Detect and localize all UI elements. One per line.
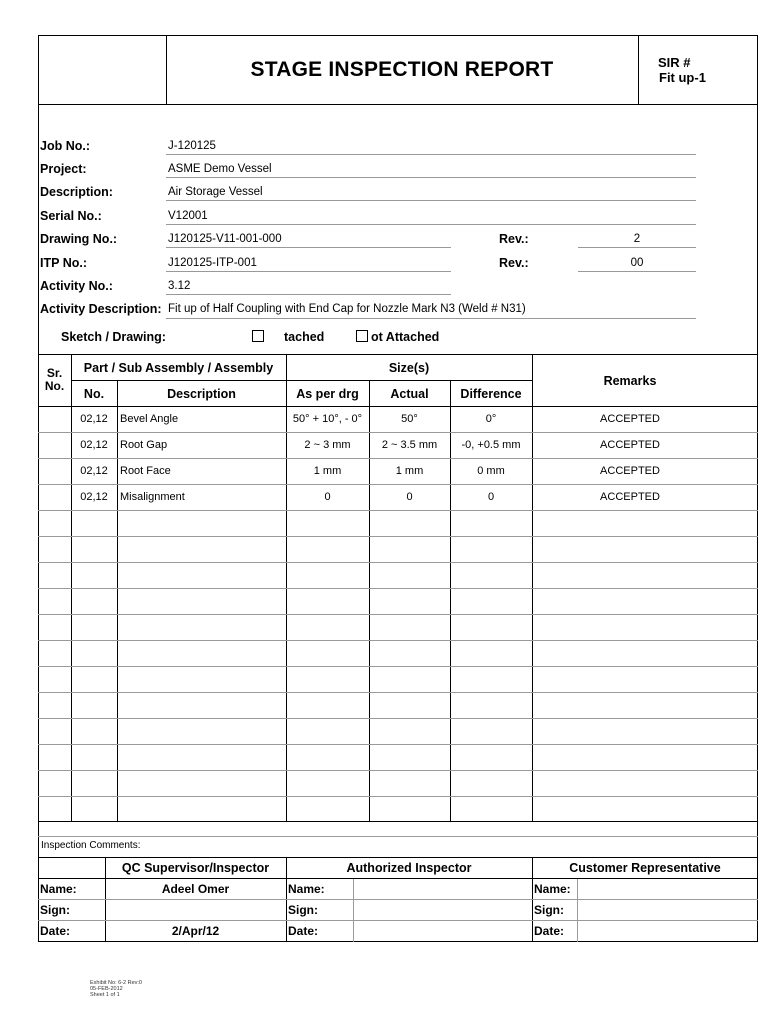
signoff-header-line <box>38 878 758 879</box>
row-line <box>38 536 758 537</box>
itp-no-value: J120125-ITP-001 <box>168 257 257 269</box>
attached-checkbox[interactable] <box>252 330 264 342</box>
cr-sign-label: Sign: <box>534 903 564 917</box>
signoff-row-line <box>38 899 758 900</box>
sr-no-header: Sr. No. <box>44 366 65 393</box>
serial-no-label: Serial No.: <box>40 209 102 223</box>
activity-description-label: Activity Description: <box>40 302 162 316</box>
report-title: STAGE INSPECTION REPORT <box>250 58 554 81</box>
row-3-no: 02,12 <box>80 465 108 477</box>
row-3-actual: 1 mm <box>395 465 424 477</box>
drawing-rev-value: 2 <box>633 233 641 245</box>
signoff-row-line <box>38 920 758 921</box>
row-2-no: 02,12 <box>80 439 108 451</box>
row-line <box>38 744 758 745</box>
drawing-rev-label: Rev.: <box>499 232 529 246</box>
row-4-difference: 0 <box>487 491 495 503</box>
row-line <box>38 510 758 511</box>
col-line-no <box>117 380 118 821</box>
row-line <box>38 718 758 719</box>
project-label: Project: <box>40 162 87 176</box>
row-line <box>38 770 758 771</box>
row-2-actual: 2 ~ 3.5 mm <box>381 439 438 451</box>
description-label: Description: <box>40 185 113 199</box>
row-line <box>38 432 758 433</box>
report-frame <box>38 35 758 942</box>
remarks-header: Remarks <box>603 374 657 388</box>
comments-top-line <box>38 836 758 837</box>
description-underline <box>166 200 696 201</box>
row-3-description: Root Face <box>120 465 171 477</box>
row-4-description: Misalignment <box>120 491 185 503</box>
serial-no-underline <box>166 224 696 225</box>
signoff-ai-inner-line <box>353 878 354 942</box>
actual-header: Actual <box>390 387 429 401</box>
job-no-underline <box>166 154 696 155</box>
itp-rev-label: Rev.: <box>499 256 529 270</box>
row-2-as-per-drg: 2 ~ 3 mm <box>304 439 351 451</box>
itp-rev-value: 00 <box>630 257 644 269</box>
customer-representative-title: Customer Representative <box>569 861 721 875</box>
serial-no-value: V12001 <box>168 210 208 222</box>
row-4-no: 02,12 <box>80 491 108 503</box>
footer-sheet: Sheet 1 of 1 <box>90 992 120 998</box>
footer-exhibit: Exhibit No: 6-2 Rev:0 <box>90 980 142 986</box>
qc-supervisor-title: QC Supervisor/Inspector <box>121 861 270 875</box>
row-line <box>38 458 758 459</box>
activity-description-value: Fit up of Half Coupling with End Cap for Nozzle Mark N3 (Weld # N31) <box>168 303 526 315</box>
row-3-as-per-drg: 1 mm <box>313 465 342 477</box>
authorized-inspector-title: Authorized Inspector <box>346 861 472 875</box>
drawing-no-underline <box>166 247 451 248</box>
description-header: Description <box>167 387 236 401</box>
table-bottom-line <box>38 821 758 822</box>
activity-no-value: 3.12 <box>168 280 191 292</box>
drawing-no-label: Drawing No.: <box>40 232 118 246</box>
signoff-cr-inner-line <box>577 878 578 942</box>
row-1-description: Bevel Angle <box>120 413 179 425</box>
row-1-remarks: ACCEPTED <box>600 413 660 425</box>
inspection-comments-label: Inspection Comments: <box>41 840 141 851</box>
row-3-difference: 0 mm <box>477 465 505 477</box>
ai-sign-label: Sign: <box>288 903 318 917</box>
row-4-as-per-drg: 0 <box>324 491 331 503</box>
no-header: No. <box>83 387 105 401</box>
qc-sign-label: Sign: <box>40 903 70 917</box>
drawing-no-value: J120125-V11-001-000 <box>168 233 282 245</box>
row-line <box>38 588 758 589</box>
project-underline <box>166 177 696 178</box>
row-line <box>38 614 758 615</box>
title-divider-right <box>638 35 639 105</box>
row-1-difference: 0° <box>485 413 497 425</box>
table-top-line <box>38 354 758 355</box>
qc-name-label: Name: <box>40 882 77 896</box>
attached-option-label: tached <box>284 330 325 344</box>
not-attached-checkbox[interactable] <box>356 330 368 342</box>
as-per-drg-header: As per drg <box>296 387 359 401</box>
row-line <box>38 796 758 797</box>
row-3-remarks: ACCEPTED <box>600 465 660 477</box>
itp-no-label: ITP No.: <box>40 256 87 270</box>
not-attached-option-label: ot Attached <box>371 330 440 344</box>
row-2-difference: -0, +0.5 mm <box>461 439 521 451</box>
cr-date-label: Date: <box>534 924 565 938</box>
qc-date-label: Date: <box>40 924 71 938</box>
job-no-value: J-120125 <box>168 140 216 152</box>
sir-label: SIR # <box>658 55 691 70</box>
row-2-description: Root Gap <box>120 439 168 451</box>
qc-name-value: Adeel Omer <box>161 882 230 896</box>
description-value: Air Storage Vessel <box>168 186 263 198</box>
cr-name-label: Name: <box>534 882 571 896</box>
sketch-label: Sketch / Drawing: <box>61 330 166 344</box>
row-line <box>38 666 758 667</box>
row-4-remarks: ACCEPTED <box>600 491 660 503</box>
footer-date: 05-FEB-2012 <box>90 986 123 992</box>
row-1-as-per-drg: 50° + 10°, - 0° <box>292 413 363 425</box>
row-2-remarks: ACCEPTED <box>600 439 660 451</box>
row-line <box>38 484 758 485</box>
activity-no-underline <box>166 294 451 295</box>
row-1-actual: 50° <box>401 413 418 425</box>
difference-header: Difference <box>460 387 522 401</box>
project-value: ASME Demo Vessel <box>168 163 272 175</box>
row-line <box>38 692 758 693</box>
row-4-actual: 0 <box>406 491 413 503</box>
signoff-top-line <box>38 857 758 858</box>
activity-description-underline <box>166 318 696 319</box>
qc-date-value: 2/Apr/12 <box>171 924 220 938</box>
ai-date-label: Date: <box>288 924 319 938</box>
row-1-no: 02,12 <box>80 413 108 425</box>
row-line <box>38 562 758 563</box>
sizes-group-header: Size(s) <box>388 361 430 375</box>
table-subheader-line <box>71 380 532 381</box>
job-no-label: Job No.: <box>40 139 90 153</box>
itp-no-underline <box>166 271 451 272</box>
drawing-rev-underline <box>578 247 696 248</box>
activity-no-label: Activity No.: <box>40 279 113 293</box>
part-group-header: Part / Sub Assembly / Assembly <box>83 361 274 375</box>
row-line <box>38 640 758 641</box>
itp-rev-underline <box>578 271 696 272</box>
table-header-bottom-line <box>38 406 758 407</box>
sir-value: Fit up-1 <box>659 70 706 85</box>
ai-name-label: Name: <box>288 882 325 896</box>
